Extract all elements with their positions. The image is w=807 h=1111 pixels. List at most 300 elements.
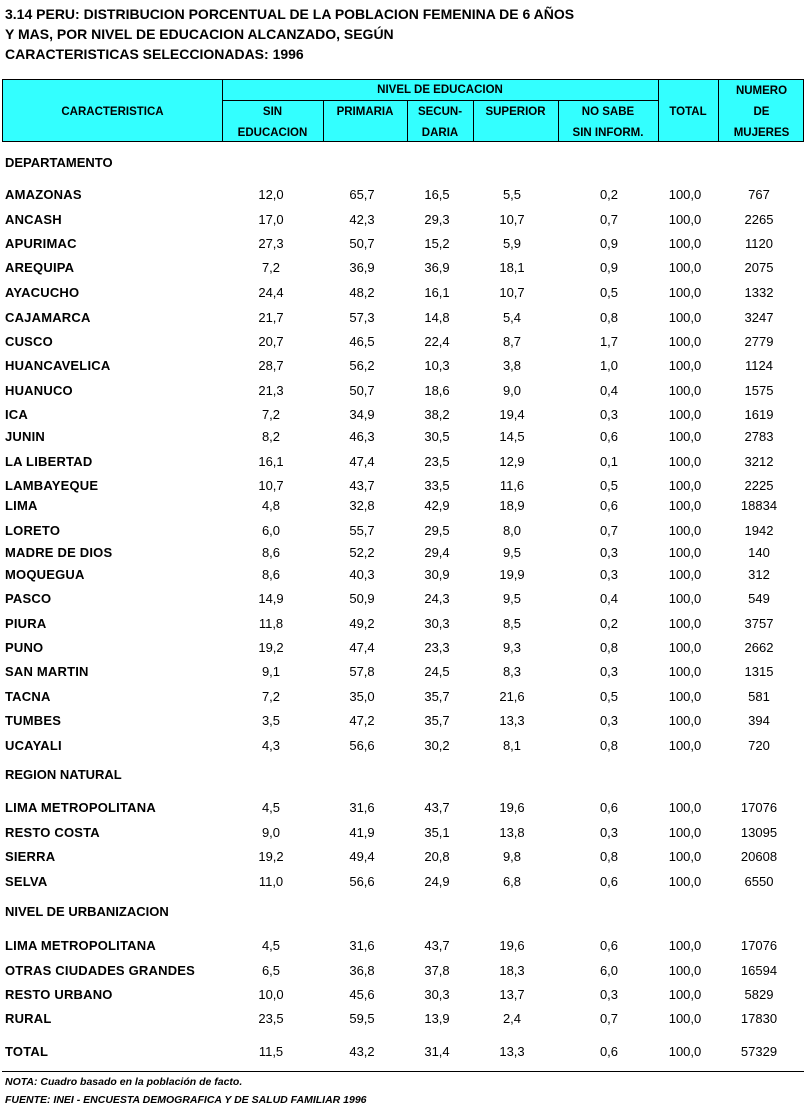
cell-value: 100,0 [668,689,702,704]
cell-value: 0,1 [599,454,619,469]
cell-value: 5,9 [502,236,522,251]
cell-value: 0,6 [599,938,619,953]
cell-value: 16,5 [424,187,450,202]
row-label: HUANUCO [5,383,73,398]
cell-value: 20,7 [258,334,284,349]
cell-value: 100,0 [668,640,702,655]
cell-value: 8,5 [502,616,522,631]
cell-value: 9,0 [261,825,281,840]
cell-value: 12,0 [258,187,284,202]
cell-value: 100,0 [668,523,702,538]
row-label: LIMA METROPOLITANA [5,800,156,815]
row-label: AMAZONAS [5,187,82,202]
table-row [0,664,807,682]
row-label: SELVA [5,874,48,889]
row-label: TACNA [5,689,51,704]
cell-value: 0,7 [599,1011,619,1026]
cell-value: 31,6 [349,800,375,815]
cell-value: 21,7 [258,310,284,325]
cell-value: 15,2 [424,236,450,251]
row-label: LORETO [5,523,61,538]
cell-value: 8,1 [502,738,522,753]
cell-value: 100,0 [668,825,702,840]
cell-value: 24,4 [258,285,284,300]
source-text: FUENTE: INEI - ENCUESTA DEMOGRAFICA Y DE SALUD FAMILIAR 1996 [5,1094,367,1106]
cell-value: 4,5 [261,800,281,815]
table-row [0,187,807,205]
cell-value: 56,6 [349,738,375,753]
total-row [0,1044,807,1062]
cell-value: 16,1 [258,454,284,469]
cell-value: 2662 [744,640,774,655]
table-row [0,334,807,352]
cell-value: 1124 [745,358,773,373]
cell-value: 0,8 [599,738,619,753]
table-row [0,938,807,956]
cell-value: 0,7 [599,523,619,538]
header-numero-3: MUJERES [733,127,790,139]
cell-value: 100,0 [668,938,702,953]
cell-value: 100,0 [668,545,702,560]
cell-value: 11,0 [258,874,284,889]
cell-value: 8,6 [261,545,281,560]
cell-value: 13,8 [499,825,525,840]
table-row [0,310,807,328]
cell-value: 2779 [744,334,774,349]
cell-value: 2075 [744,260,774,275]
cell-value: 1,7 [599,334,619,349]
cell-value: 100,0 [668,800,702,815]
table-row [0,825,807,843]
cell-value: 10,3 [424,358,450,373]
table-row [0,616,807,634]
table-row [0,260,807,278]
cell-value: 30,5 [424,429,450,444]
row-label: CAJAMARCA [5,310,91,325]
cell-value: 36,8 [349,963,375,978]
cell-value: 13,7 [499,987,525,1002]
row-label: APURIMAC [5,236,77,251]
cell-value: 50,7 [349,383,375,398]
row-label: SAN MARTIN [5,664,89,679]
cell-value: 1315 [744,664,774,679]
cell-value: 11,6 [499,478,525,493]
cell-value: 42,9 [424,498,450,513]
cell-value: 29,4 [424,545,450,560]
header-secundaria-2: DARIA [421,127,459,139]
cell-value: 35,0 [349,689,375,704]
cell-value: 17076 [740,800,778,815]
header-numero-2: DE [753,106,770,118]
cell-value: 40,3 [349,567,375,582]
table-row [0,236,807,254]
cell-value: 18834 [740,498,778,513]
cell-value: 14,5 [499,429,525,444]
cell-value: 100,0 [668,383,702,398]
cell-value: 1619 [744,407,774,422]
cell-value: 100,0 [668,1011,702,1026]
row-label: RURAL [5,1011,52,1026]
cell-value: 23,5 [258,1011,284,1026]
row-label: TUMBES [5,713,62,728]
cell-value: 49,4 [349,849,375,864]
cell-value: 100,0 [668,874,702,889]
note-text: NOTA: Cuadro basado en la población de facto. [5,1076,243,1088]
cell-value: 12,9 [499,454,525,469]
cell-value: 47,4 [349,640,375,655]
row-label: LAMBAYEQUE [5,478,99,493]
cell-value: 13095 [740,825,778,840]
cell-value: 57,8 [349,664,375,679]
cell-value: 28,7 [258,358,284,373]
cell-value: 11,8 [258,616,284,631]
cell-value: 100,0 [668,212,702,227]
cell-value: 0,6 [599,1044,619,1059]
cell-value: 19,9 [499,567,525,582]
cell-value: 10,7 [258,478,284,493]
row-label: LIMA [5,498,38,513]
cell-value: 9,5 [502,591,522,606]
cell-value: 0,9 [599,236,619,251]
cell-value: 767 [748,187,770,202]
cell-value: 100,0 [668,334,702,349]
cell-value: 100,0 [668,616,702,631]
cell-value: 18,1 [499,260,525,275]
row-label: TOTAL [5,1044,49,1059]
cell-value: 32,8 [349,498,375,513]
cell-value: 8,3 [502,664,522,679]
cell-value: 2225 [744,478,774,493]
header-no-sabe-2: SIN INFORM. [572,127,644,139]
row-label: OTRAS CIUDADES GRANDES [5,963,196,978]
cell-value: 20,8 [424,849,450,864]
cell-value: 1942 [744,523,774,538]
cell-value: 6,0 [599,963,619,978]
cell-value: 0,8 [599,310,619,325]
row-label: RESTO COSTA [5,825,100,840]
cell-value: 22,4 [424,334,450,349]
cell-value: 34,9 [349,407,375,422]
cell-value: 549 [748,591,770,606]
cell-value: 1332 [744,285,774,300]
row-label: AREQUIPA [5,260,75,275]
cell-value: 11,5 [258,1044,284,1059]
cell-value: 35,7 [424,689,450,704]
table-row [0,358,807,376]
cell-value: 9,8 [502,849,522,864]
cell-value: 0,3 [599,545,619,560]
cell-value: 5,4 [502,310,522,325]
table-row [0,1011,807,1029]
cell-value: 100,0 [668,987,702,1002]
cell-value: 45,6 [349,987,375,1002]
header-secundaria-1: SECUN- [417,106,463,118]
table-header [2,79,804,142]
cell-value: 394 [748,713,770,728]
cell-value: 100,0 [668,236,702,251]
cell-value: 100,0 [668,1044,702,1059]
cell-value: 9,3 [502,640,522,655]
cell-value: 100,0 [668,713,702,728]
cell-value: 24,5 [424,664,450,679]
cell-value: 0,7 [599,212,619,227]
cell-value: 48,2 [349,285,375,300]
cell-value: 3247 [744,310,774,325]
row-label: PUNO [5,640,44,655]
cell-value: 0,6 [599,800,619,815]
cell-value: 13,9 [424,1011,450,1026]
cell-value: 18,3 [499,963,525,978]
title-line-1: 3.14 PERU: DISTRIBUCION PORCENTUAL DE LA POBLACION FEMENINA DE 6 AÑOS [5,6,575,22]
cell-value: 3757 [744,616,774,631]
cell-value: 47,2 [349,713,375,728]
table-row [0,713,807,731]
cell-value: 0,5 [599,478,619,493]
cell-value: 10,7 [499,212,525,227]
cell-value: 4,8 [261,498,281,513]
cell-value: 19,6 [499,938,525,953]
cell-value: 8,7 [502,334,522,349]
cell-value: 100,0 [668,310,702,325]
cell-value: 4,3 [261,738,281,753]
cell-value: 0,5 [599,689,619,704]
cell-value: 100,0 [668,454,702,469]
cell-value: 10,7 [499,285,525,300]
cell-value: 100,0 [668,478,702,493]
cell-value: 19,6 [499,800,525,815]
cell-value: 100,0 [668,963,702,978]
cell-value: 0,6 [599,498,619,513]
cell-value: 0,6 [599,874,619,889]
cell-value: 19,4 [499,407,525,422]
table-row [0,963,807,981]
cell-value: 7,2 [261,689,281,704]
cell-value: 36,9 [424,260,450,275]
table-row [0,567,807,585]
cell-value: 5829 [744,987,774,1002]
cell-value: 23,3 [424,640,450,655]
cell-value: 31,6 [349,938,375,953]
cell-value: 18,6 [424,383,450,398]
header-primaria: PRIMARIA [336,106,394,118]
cell-value: 0,4 [599,383,619,398]
row-label: MADRE DE DIOS [5,545,113,560]
cell-value: 57,3 [349,310,375,325]
cell-value: 59,5 [349,1011,375,1026]
cell-value: 14,8 [424,310,450,325]
header-numero-1: NUMERO [735,85,788,97]
cell-value: 100,0 [668,358,702,373]
cell-value: 14,9 [258,591,284,606]
cell-value: 24,9 [424,874,450,889]
cell-value: 55,7 [349,523,375,538]
cell-value: 43,7 [424,800,450,815]
cell-value: 30,3 [424,616,450,631]
cell-value: 100,0 [668,664,702,679]
cell-value: 2,4 [502,1011,522,1026]
cell-value: 0,3 [599,713,619,728]
row-label: PASCO [5,591,52,606]
cell-value: 57329 [740,1044,778,1059]
cell-value: 0,4 [599,591,619,606]
section-title: REGION NATURAL [5,767,122,782]
cell-value: 7,2 [261,407,281,422]
row-label: CUSCO [5,334,53,349]
cell-value: 8,6 [261,567,281,582]
row-label: RESTO URBANO [5,987,113,1002]
cell-value: 13,3 [499,713,525,728]
header-caracteristica: CARACTERISTICA [61,106,164,118]
header-sin-educacion-1: SIN [262,106,283,118]
cell-value: 100,0 [668,738,702,753]
cell-value: 27,3 [258,236,284,251]
table-row [0,478,807,496]
cell-value: 16594 [740,963,778,978]
table-row [0,738,807,756]
cell-value: 33,5 [424,478,450,493]
cell-value: 100,0 [668,407,702,422]
cell-value: 100,0 [668,567,702,582]
table-row [0,523,807,541]
row-label: JUNIN [5,429,46,444]
cell-value: 0,2 [599,187,619,202]
cell-value: 42,3 [349,212,375,227]
row-label: ANCASH [5,212,62,227]
cell-value: 46,3 [349,429,375,444]
header-no-sabe-1: NO SABE [581,106,635,118]
section-title: DEPARTAMENTO [5,155,113,170]
cell-value: 30,9 [424,567,450,582]
cell-value: 3212 [744,454,774,469]
cell-value: 35,1 [424,825,450,840]
title-line-2: Y MAS, POR NIVEL DE EDUCACION ALCANZADO, SEGÚN [5,26,394,42]
cell-value: 19,2 [258,640,284,655]
cell-value: 0,3 [599,664,619,679]
cell-value: 38,2 [424,407,450,422]
cell-value: 1120 [745,236,773,251]
header-nivel-educacion: NIVEL DE EDUCACION [377,84,503,96]
cell-value: 9,1 [261,664,281,679]
cell-value: 0,3 [599,987,619,1002]
cell-value: 100,0 [668,429,702,444]
table-row [0,800,807,818]
cell-value: 13,3 [499,1044,525,1059]
row-label: AYACUCHO [5,285,80,300]
cell-value: 43,7 [349,478,375,493]
cell-value: 24,3 [424,591,450,606]
cell-value: 1575 [744,383,774,398]
table-title [5,4,785,64]
cell-value: 100,0 [668,498,702,513]
cell-value: 100,0 [668,187,702,202]
row-label: LA LIBERTAD [5,454,93,469]
table-row [0,849,807,867]
table-row [0,987,807,1005]
table-row [0,454,807,472]
table-row [0,874,807,892]
header-total: TOTAL [669,106,707,118]
cell-value: 37,8 [424,963,450,978]
cell-value: 3,5 [261,713,281,728]
table-row [0,407,807,425]
cell-value: 30,2 [424,738,450,753]
table-row [0,591,807,609]
row-label: SIERRA [5,849,56,864]
cell-value: 30,3 [424,987,450,1002]
cell-value: 0,2 [599,616,619,631]
cell-value: 43,7 [424,938,450,953]
cell-value: 43,2 [349,1044,375,1059]
title-line-3: CARACTERISTICAS SELECCIONADAS: 1996 [5,46,304,62]
cell-value: 7,2 [261,260,281,275]
cell-value: 140 [748,545,770,560]
cell-value: 312 [748,567,770,582]
cell-value: 6550 [744,874,774,889]
cell-value: 5,5 [502,187,522,202]
cell-value: 0,6 [599,429,619,444]
cell-value: 8,2 [261,429,281,444]
cell-value: 0,3 [599,825,619,840]
cell-value: 21,6 [499,689,525,704]
row-label: MOQUEGUA [5,567,85,582]
cell-value: 2783 [744,429,774,444]
cell-value: 35,7 [424,713,450,728]
cell-value: 6,0 [261,523,281,538]
cell-value: 19,2 [258,849,284,864]
cell-value: 29,5 [424,523,450,538]
cell-value: 3,8 [502,358,522,373]
cell-value: 0,3 [599,567,619,582]
cell-value: 31,4 [424,1044,450,1059]
cell-value: 0,9 [599,260,619,275]
table-row [0,545,807,563]
cell-value: 41,9 [349,825,375,840]
table-row [0,640,807,658]
cell-value: 0,5 [599,285,619,300]
cell-value: 0,8 [599,640,619,655]
cell-value: 46,5 [349,334,375,349]
section-title: NIVEL DE URBANIZACION [5,904,169,919]
cell-value: 100,0 [668,849,702,864]
cell-value: 9,0 [502,383,522,398]
cell-value: 17,0 [258,212,284,227]
cell-value: 2265 [744,212,774,227]
table-row [0,498,807,516]
cell-value: 16,1 [424,285,450,300]
header-superior: SUPERIOR [485,106,546,118]
cell-value: 100,0 [668,260,702,275]
table-row [0,285,807,303]
cell-value: 0,3 [599,407,619,422]
cell-value: 100,0 [668,591,702,606]
cell-value: 4,5 [261,938,281,953]
cell-value: 10,0 [258,987,284,1002]
cell-value: 6,5 [261,963,281,978]
cell-value: 50,9 [349,591,375,606]
bottom-rule [2,1071,804,1072]
cell-value: 56,6 [349,874,375,889]
cell-value: 52,2 [349,545,375,560]
cell-value: 21,3 [258,383,284,398]
cell-value: 49,2 [349,616,375,631]
cell-value: 20608 [740,849,778,864]
table-row [0,689,807,707]
cell-value: 100,0 [668,285,702,300]
header-sin-educacion-2: EDUCACION [237,127,308,139]
cell-value: 581 [748,689,770,704]
cell-value: 23,5 [424,454,450,469]
cell-value: 17830 [740,1011,778,1026]
